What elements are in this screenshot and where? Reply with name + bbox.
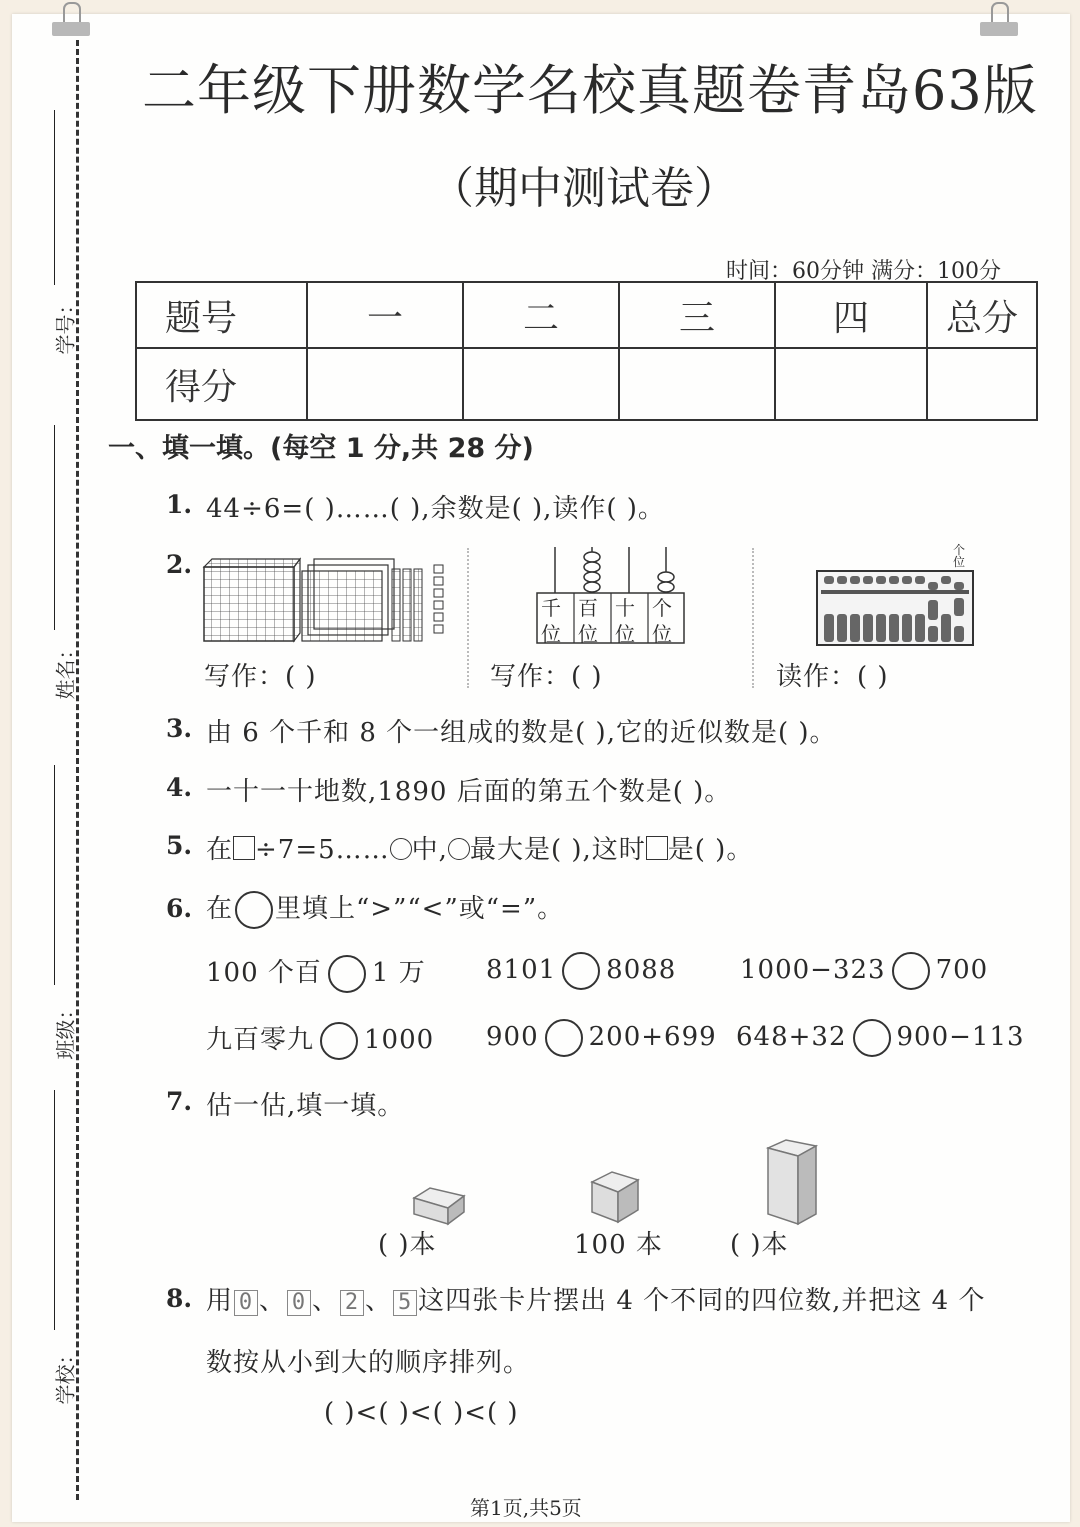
place-suffix: 位 — [541, 622, 561, 646]
tall-book-stack-image — [764, 1138, 820, 1228]
page-title: 二年级下册数学名校真题卷青岛63版 — [142, 59, 1038, 122]
small-book-stack-image — [412, 1186, 466, 1228]
score-header-cell: 一 — [307, 282, 463, 348]
digit-card: 5 — [393, 1290, 417, 1316]
place-suffix: 位 — [652, 622, 672, 646]
abacus-ones-label: 个位 — [953, 543, 966, 569]
q2-write-blank-2[interactable]: 写作：( ) — [490, 662, 603, 692]
base-ten-blocks-image — [202, 555, 450, 645]
medium-book-stack-image — [588, 1170, 642, 1226]
score-row-label: 得分 — [136, 348, 307, 420]
circle-symbol-icon — [390, 838, 412, 860]
exam-meta: 时间：60分钟 满分：100分 — [726, 259, 1001, 284]
student-id-label: 学号： — [53, 294, 78, 355]
page-footer: 第1页,共5页 — [470, 1496, 582, 1520]
digit-card: 0 — [234, 1290, 258, 1316]
binder-clip-icon — [980, 0, 1018, 42]
circle-symbol-icon — [448, 838, 470, 860]
binder-clip-icon — [52, 0, 90, 42]
question-number: 1. — [166, 490, 193, 519]
compare-circle-input[interactable] — [853, 1019, 891, 1057]
divider — [467, 548, 469, 688]
square-symbol-icon — [233, 836, 255, 860]
question-5-text: 在 ÷7=5…… 中, 最大是( ),这时 是( )。 — [206, 835, 754, 865]
class-field[interactable] — [20, 765, 76, 1075]
question-number: 5. — [166, 831, 193, 860]
question-6-text: 在 里填上“>”“<”或“=”。 — [206, 888, 564, 929]
question-number: 8. — [166, 1284, 193, 1313]
score-table — [135, 281, 1038, 421]
place-suffix: 位 — [578, 622, 598, 646]
score-cell[interactable] — [463, 348, 619, 420]
circle-symbol-icon — [235, 891, 273, 929]
compare-item: 900 200+699 — [486, 1019, 717, 1057]
abacus-image — [816, 570, 974, 646]
compare-circle-input[interactable] — [328, 955, 366, 993]
question-3-text: 由 6 个千和 8 个一组成的数是( ),它的近似数是( )。 — [206, 718, 837, 748]
q7-label-2: 100 本 — [574, 1230, 663, 1260]
compare-circle-input[interactable] — [545, 1019, 583, 1057]
score-header-cell: 三 — [619, 282, 775, 348]
question-number: 2. — [166, 550, 193, 579]
compare-item: 648+32 900−113 — [736, 1019, 1025, 1057]
class-label: 班级： — [53, 999, 78, 1060]
compare-item: 8101 8088 — [486, 952, 676, 990]
q7-blank-3[interactable]: ( )本 — [730, 1230, 789, 1260]
question-1-text: 44÷6=( )……( ),余数是( ),读作( )。 — [206, 494, 665, 524]
binding-dashed-line — [76, 40, 79, 1500]
place-suffix: 位 — [615, 622, 635, 646]
name-field[interactable] — [20, 425, 76, 715]
score-header-cell: 二 — [463, 282, 619, 348]
section-heading: 一、填一填。(每空 1 分,共 28 分) — [108, 433, 534, 464]
compare-circle-input[interactable] — [562, 952, 600, 990]
place-label: 十 — [615, 596, 635, 620]
compare-item: 九百零九 1000 — [206, 1019, 434, 1060]
place-label: 个 — [652, 596, 672, 620]
square-symbol-icon — [646, 836, 668, 860]
question-number: 6. — [166, 894, 193, 923]
score-header-cell: 题号 — [136, 282, 307, 348]
question-4-text: 一十一十地数,1890 后面的第五个数是( )。 — [206, 777, 732, 807]
score-header-cell: 总分 — [927, 282, 1037, 348]
student-id-field[interactable] — [20, 110, 76, 410]
score-cell[interactable] — [307, 348, 463, 420]
place-label: 千 — [541, 596, 561, 620]
divider — [752, 548, 754, 688]
place-label: 百 — [578, 596, 598, 620]
school-field[interactable] — [20, 1090, 76, 1410]
compare-circle-input[interactable] — [892, 952, 930, 990]
page-subtitle: （期中测试卷） — [430, 163, 738, 214]
q2-read-blank[interactable]: 读作：( ) — [776, 662, 889, 692]
question-number: 7. — [166, 1087, 193, 1116]
digit-card: 0 — [287, 1290, 311, 1316]
question-8-text: 用 0 、 0 、 2 、 5 这四张卡片摆出 4 个不同的四位数,并把这 4 个 — [206, 1286, 986, 1316]
q8-answer-blanks[interactable]: ( )<( )<( )<( ) — [324, 1398, 519, 1428]
compare-circle-input[interactable] — [320, 1022, 358, 1060]
score-cell[interactable] — [927, 348, 1037, 420]
score-cell[interactable] — [775, 348, 927, 420]
q2-write-blank-1[interactable]: 写作：( ) — [204, 662, 317, 692]
score-cell[interactable] — [619, 348, 775, 420]
score-header-cell: 四 — [775, 282, 927, 348]
compare-item: 1000−323 700 — [740, 952, 988, 990]
question-number: 3. — [166, 714, 193, 743]
digit-card: 2 — [340, 1290, 364, 1316]
compare-item: 100 个百 1 万 — [206, 952, 426, 993]
question-8-text-line2: 数按从小到大的顺序排列。 — [206, 1348, 531, 1378]
name-label: 姓名： — [53, 639, 78, 700]
question-number: 4. — [166, 773, 193, 802]
question-7-text: 估一估,填一填。 — [206, 1091, 405, 1121]
q7-blank-1[interactable]: ( )本 — [378, 1230, 437, 1260]
school-label: 学校： — [53, 1344, 78, 1405]
